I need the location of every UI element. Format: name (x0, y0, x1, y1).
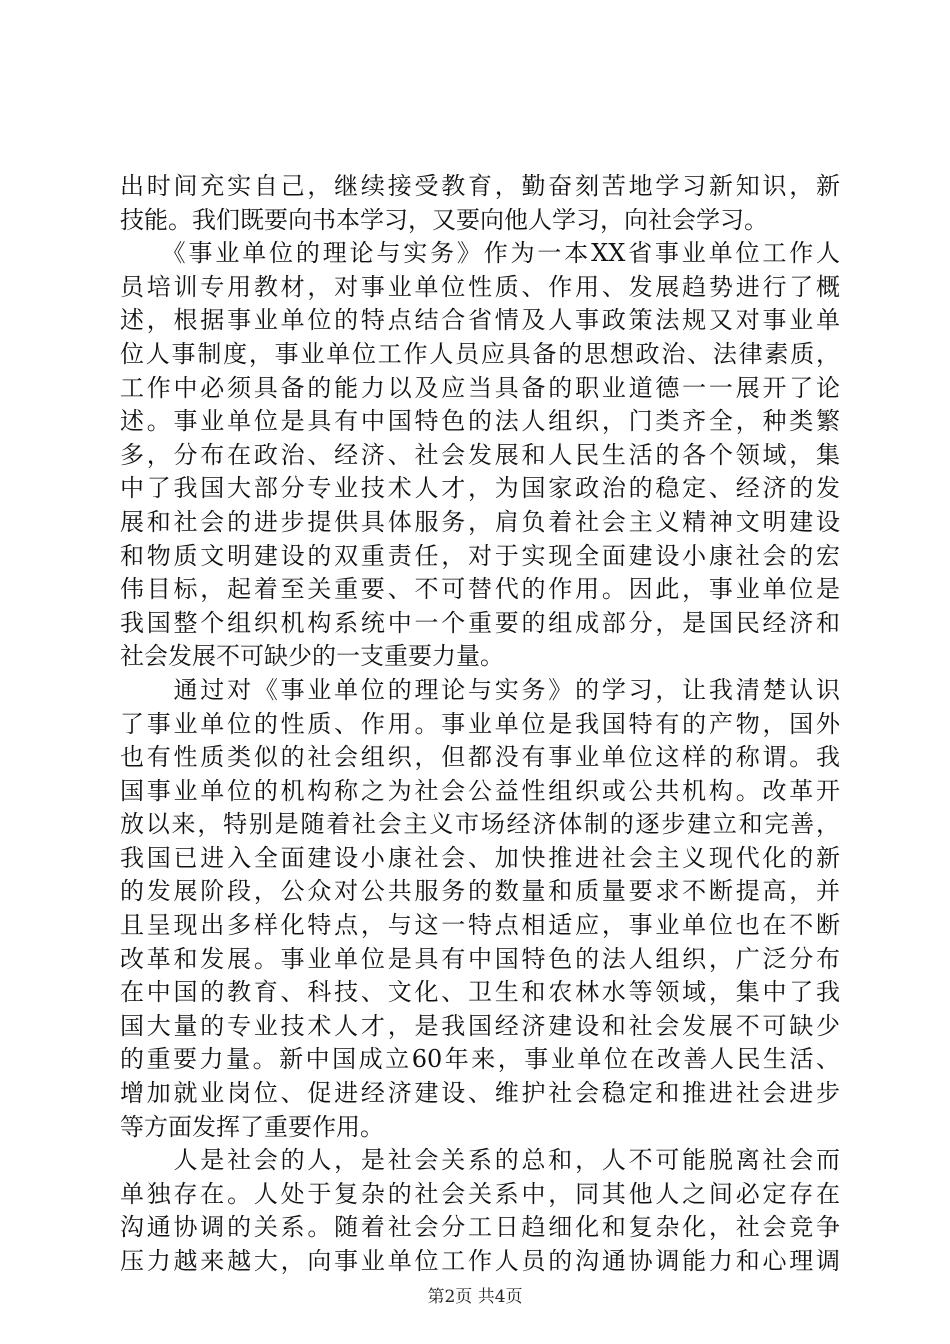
text-line: 工作中必须具备的能力以及应当具备的职业道德一一展开了论 (120, 373, 840, 402)
text-line: 在中国的教育、科技、文化、卫生和农林水等领域，集中了我 (120, 978, 840, 1007)
text-line: 述，根据事业单位的特点结合省情及人事政策法规又对事业单 (120, 306, 840, 335)
document-body (120, 170, 840, 1279)
text-line: 多，分布在政治、经济、社会发展和人民生活的各个领域，集 (120, 440, 840, 469)
text-line: 人是社会的人，是社会关系的总和，人不可能脱离社会而 (120, 1146, 840, 1175)
page-footer: 第2页 共4页 (427, 1287, 523, 1307)
text-line: 国事业单位的机构称之为社会公益性组织或公共机构。改革开 (120, 776, 840, 805)
text-line: 社会发展不可缺少的一支重要力量。 (120, 642, 504, 671)
text-line: 通过对《事业单位的理论与实务》的学习，让我清楚认识 (120, 675, 840, 704)
text-line: 也有性质类似的社会组织，但都没有事业单位这样的称谓。我 (120, 743, 840, 772)
text-line: 等方面发挥了重要作用。 (120, 1112, 384, 1141)
text-line: 单独存在。人处于复杂的社会关系中，同其他人之间必定存在 (120, 1179, 840, 1208)
text-line: 伟目标，起着至关重要、不可替代的作用。因此，事业单位是 (120, 575, 840, 604)
text-line: 展和社会的进步提供具体服务，肩负着社会主义精神文明建设 (120, 507, 840, 536)
text-line: 我国整个组织机构系统中一个重要的组成部分，是国民经济和 (120, 608, 840, 637)
text-line: 中了我国大部分专业技术人才，为国家政治的稳定、经济的发 (120, 474, 840, 503)
text-line: 且呈现出多样化特点，与这一特点相适应，事业单位也在不断 (120, 911, 840, 940)
text-line: 沟通协调的关系。随着社会分工日趋细化和复杂化，社会竞争 (120, 1213, 840, 1242)
text-line: 《事业单位的理论与实务》作为一本XX省事业单位工作人 (120, 239, 840, 268)
text-line: 技能。我们既要向书本学习，又要向他人学习，向社会学习。 (120, 205, 768, 234)
text-line: 的发展阶段，公众对公共服务的数量和质量要求不断提高，并 (120, 877, 840, 906)
text-line: 出时间充实自己，继续接受教育，勤奋刻苦地学习新知识，新 (120, 172, 840, 200)
text-line: 增加就业岗位、促进经济建设、维护社会稳定和推进社会进步 (120, 1079, 840, 1108)
text-line: 位人事制度，事业单位工作人员应具备的思想政治、法律素质， (120, 339, 840, 368)
text-line: 改革和发展。事业单位是具有中国特色的法人组织，广泛分布 (120, 944, 840, 973)
text-line: 我国已进入全面建设小康社会、加快推进社会主义现代化的新 (120, 843, 840, 872)
text-line: 和物质文明建设的双重责任，对于实现全面建设小康社会的宏 (120, 541, 840, 570)
text-line: 的重要力量。新中国成立60年来，事业单位在改善人民生活、 (120, 1045, 840, 1074)
text-line: 压力越来越大，向事业单位工作人员的沟通协调能力和心理调 (120, 1247, 840, 1275)
text-line: 员培训专用教材，对事业单位性质、作用、发展趋势进行了概 (120, 272, 840, 301)
text-line: 述。事业单位是具有中国特色的法人组织，门类齐全，种类繁 (120, 407, 840, 436)
text-line: 国大量的专业技术人才，是我国经济建设和社会发展不可缺少 (120, 1011, 840, 1040)
text-line: 放以来，特别是随着社会主义市场经济体制的逐步建立和完善， (120, 810, 840, 839)
text-line: 了事业单位的性质、作用。事业单位是我国特有的产物，国外 (120, 709, 840, 738)
